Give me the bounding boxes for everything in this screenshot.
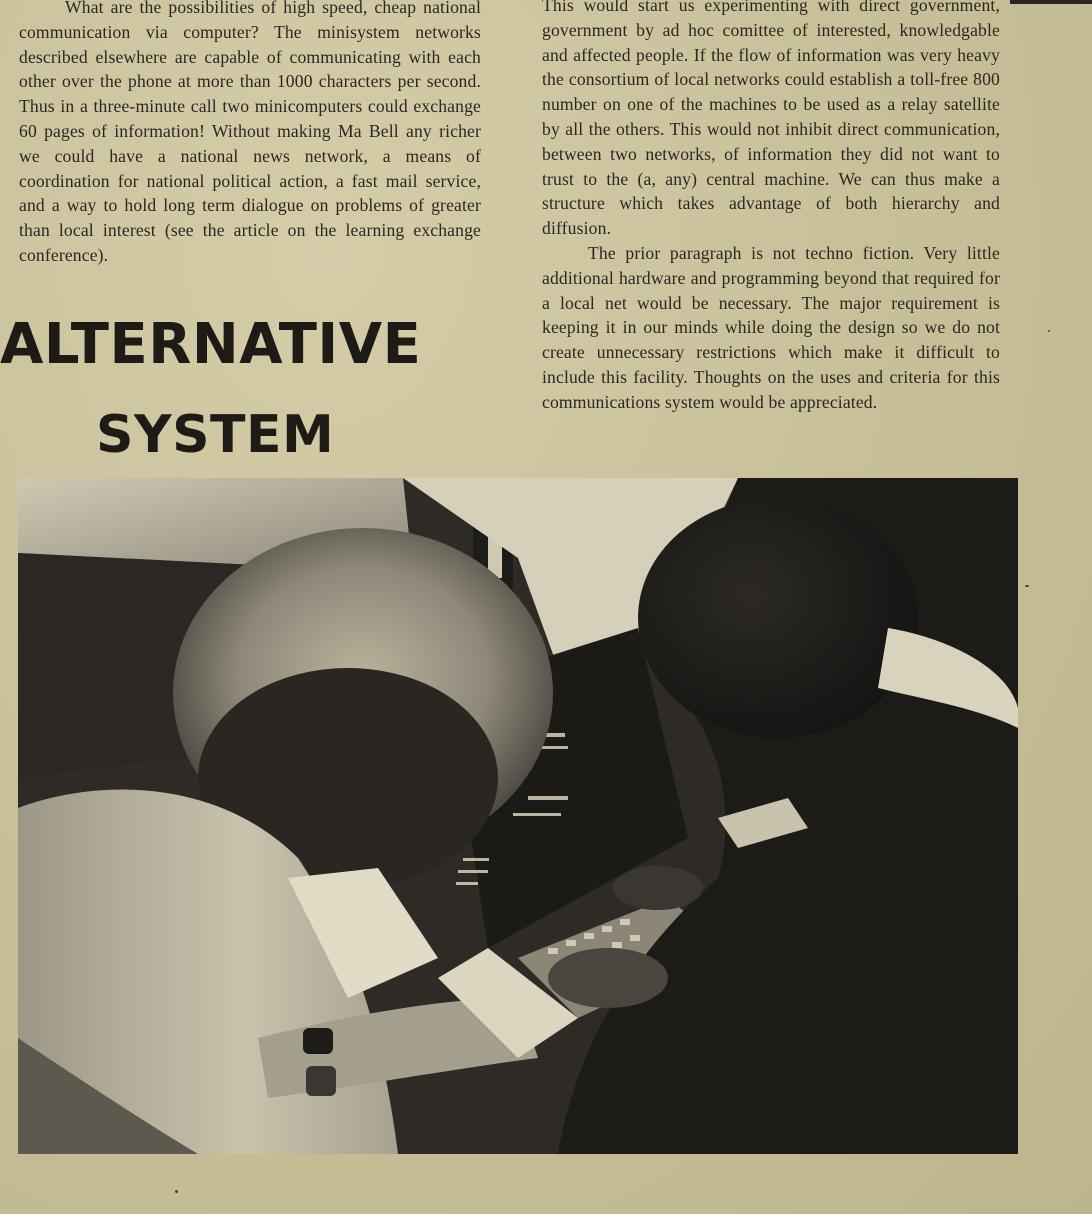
headline-alternative: ALTERNATIVE: [0, 312, 422, 377]
print-speck: [175, 1190, 178, 1193]
top-rule: [1010, 0, 1092, 4]
photo-of-two-people-at-computer-terminal: [18, 478, 1018, 1154]
right-paragraph-2: The prior paragraph is not techno fiction. Very little additional hardware and programming beyond that required for a local net would be necessary. The major requirement is keeping it in our minds while doing the design so we do not create unnecessary restrictions which make it difficult to include this facility. Thoughts on the uses and criteria for this communications system would be appreciated.: [542, 242, 1000, 412]
print-speck: [1048, 330, 1050, 332]
right-paragraph-1: This would start us experimenting with direct government, government by ad hoc comittee of interested, knowledgable and affected people. If the flow of information was very heavy the consortium of local networks could establish a toll-free 800 number on one of the machines to be used as a relay satellite by all the others. This would not inhibit direct communication, between two networks, of information they did not want to trust to the (a, any) central machine. We can thus make a structure which takes advantage of both hierarchy and diffusion.: [542, 0, 1000, 239]
left-paragraph: What are the possibilities of high speed, cheap national communication via computer? The minisystem networks described elsewhere are capable of communicating with each other over the phone at more than 1000 characters per second. Thus in a three-minute call two minicomputers could exchange 60 pages of information! Without making Ma Bell any richer we could have a national news network, a means of coordination for national political action, a fast mail service, and a way to hold long term dialogue on problems of greater than local interest (see the article on the learning exchange conference).: [19, 0, 481, 265]
headline-system: SYSTEM: [96, 405, 335, 465]
right-article-column: [542, 0, 1000, 415]
left-article-column: [19, 0, 481, 268]
print-speck: [1025, 585, 1029, 587]
photo: [18, 478, 1018, 1154]
